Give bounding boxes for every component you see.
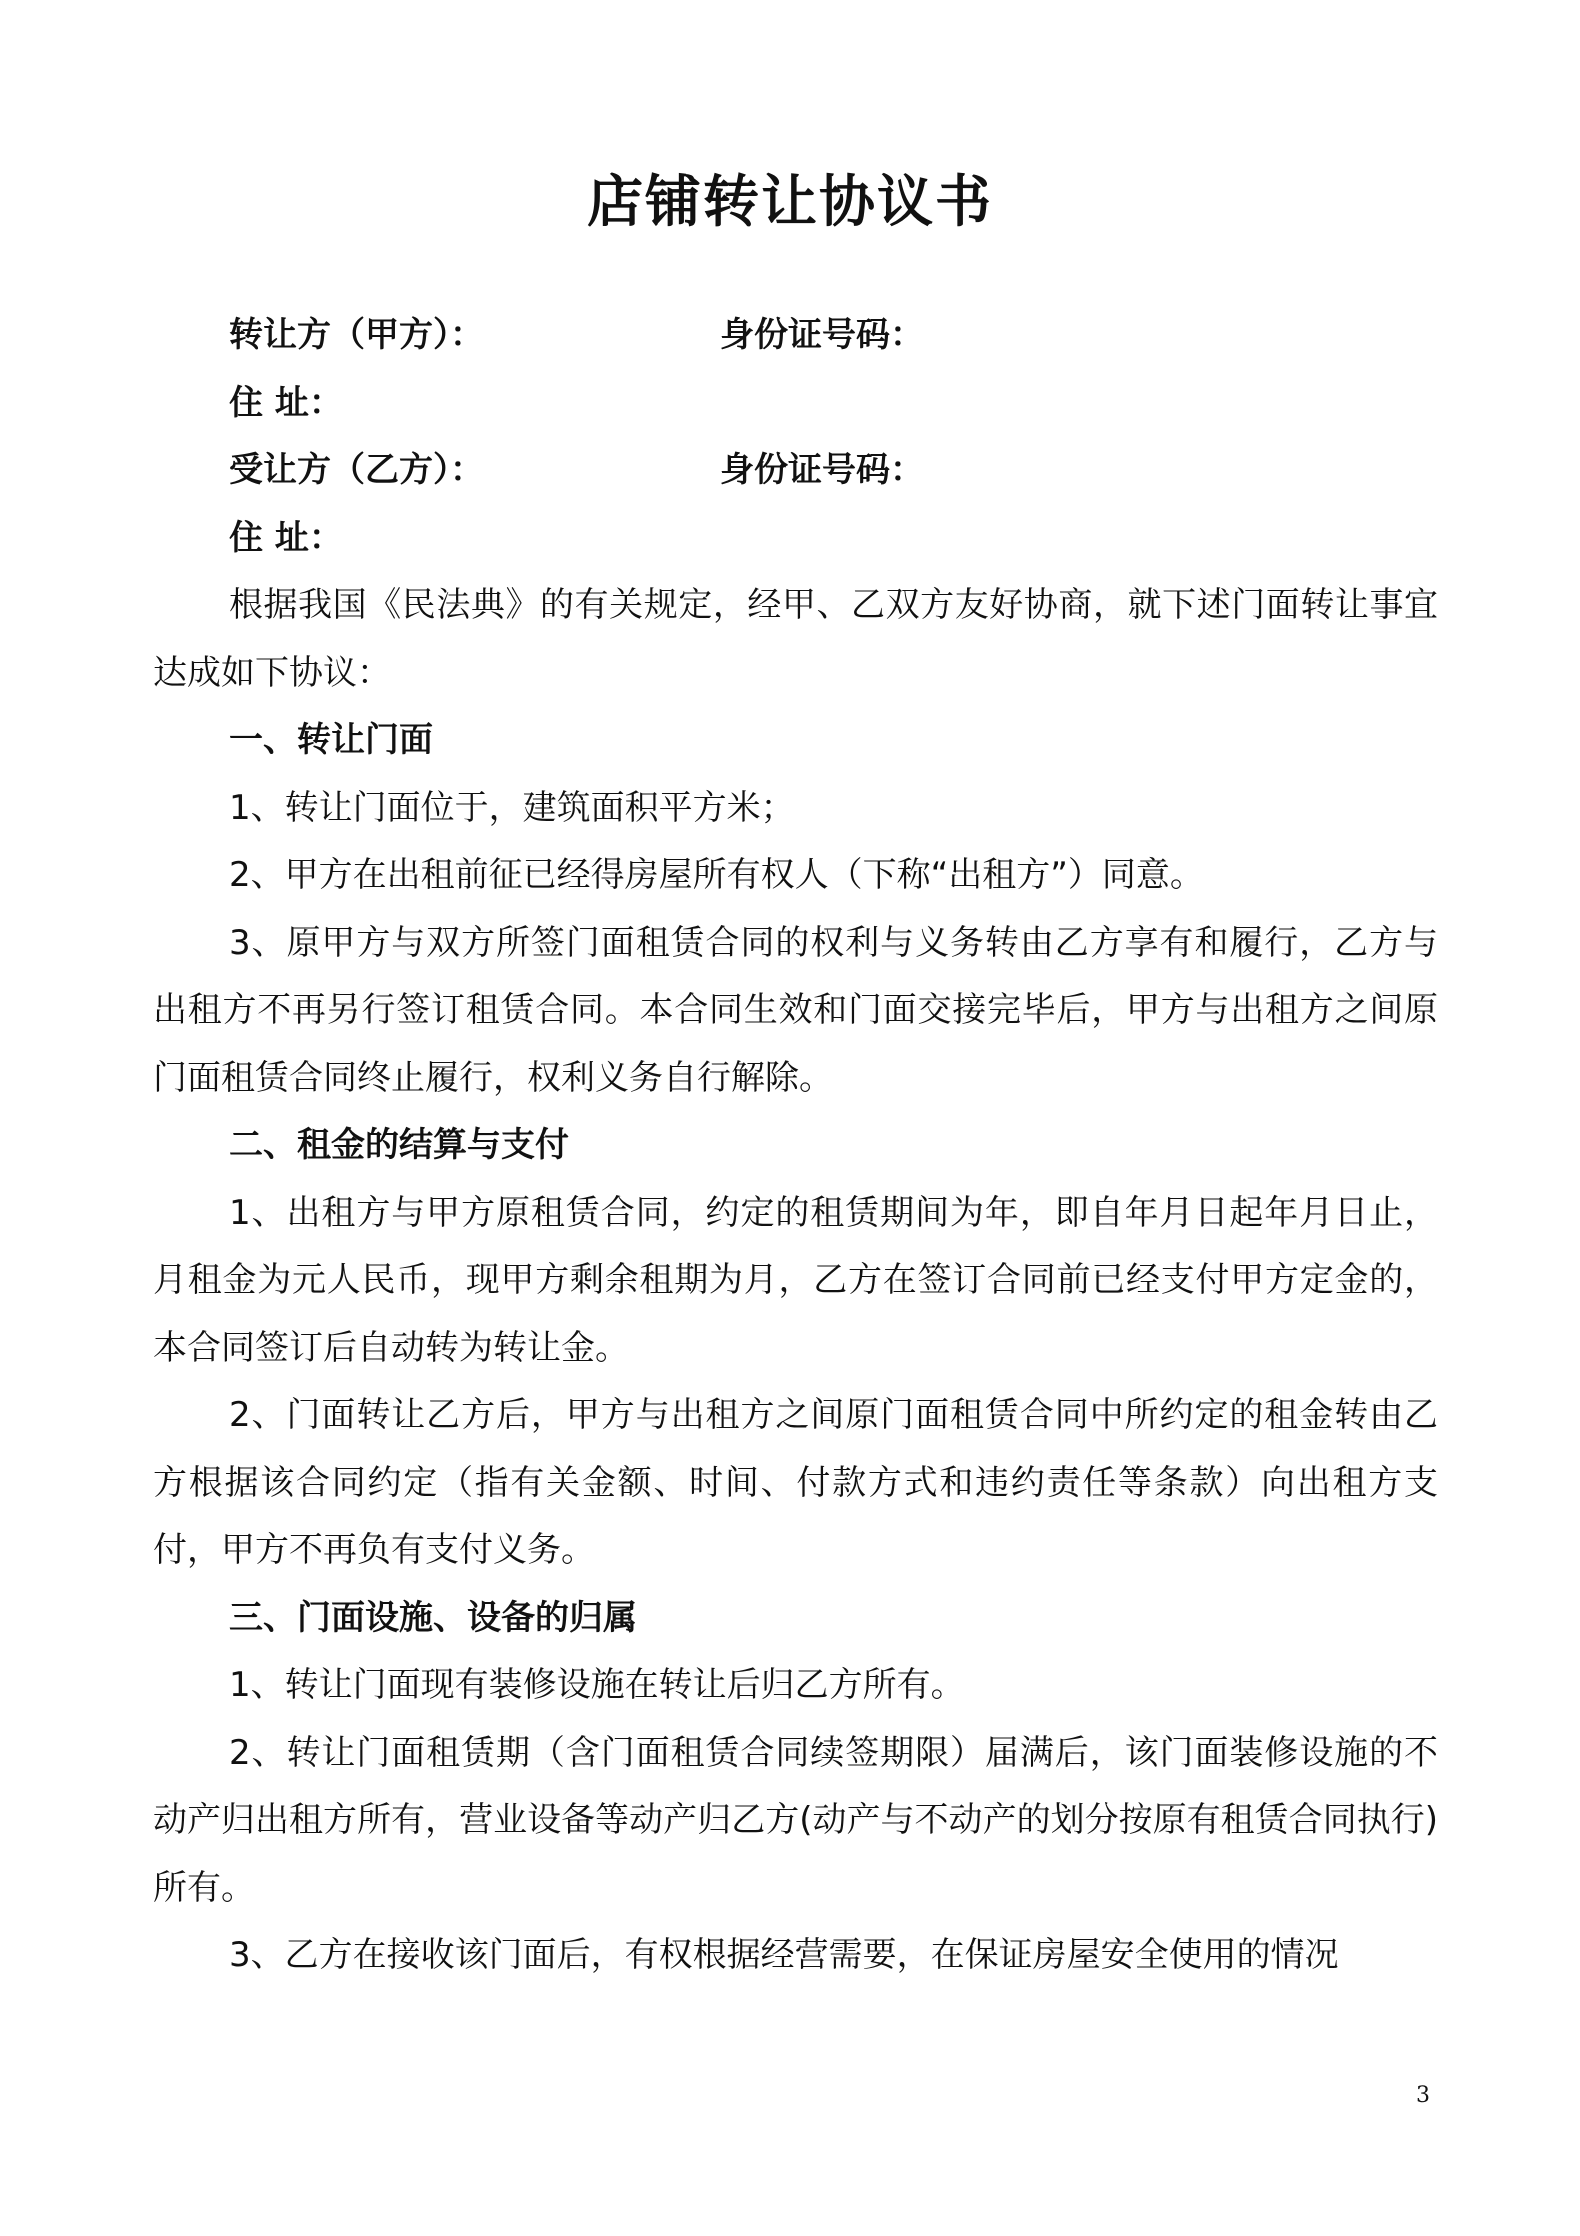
transferee-id-label: 身份证号码： <box>720 450 924 490</box>
clause-paragraph: 1、转让门面现有装修设施在转让后归乙方所有。 <box>229 1665 965 1705</box>
section-heading: 一、转让门面 <box>229 720 433 760</box>
clause-paragraph: 2、转让门面租赁期（含门面租赁合同续签期限）届满后，该门面装修设施的不动产归出租方所有，营业设备等动产归乙方(动产与不动产的划分按原有租赁合同执行)所有。 <box>153 1732 1438 1908</box>
clause-paragraph: 1、转让门面位于，建筑面积平方米； <box>229 787 795 828</box>
section-heading: 三、门面设施、设备的归属 <box>229 1597 637 1638</box>
transferor-address-label: 住 址： <box>229 382 343 423</box>
section-heading: 二、租金的结算与支付 <box>229 1125 569 1165</box>
clause-paragraph: 2、门面转让乙方后，甲方与出租方之间原门面租赁合同中所约定的租金转由乙方根据该合同约定（指有关金额、时间、付款方式和违约责任等条款）向出租方支付，甲方不再负有支付义务。 <box>153 1395 1438 1570</box>
document-body <box>153 302 1438 1990</box>
transferee-address-label: 住 址： <box>229 517 343 558</box>
transferee-address-row <box>153 505 1438 573</box>
clause-paragraph: 1、出租方与甲方原租赁合同，约定的租赁期间为年，即自年月日起年月日止，月租金为元人民币，现甲方剩余租期为月，乙方在签订合同前已经支付甲方定金的，本合同签订后自动转为转让金。 <box>153 1192 1438 1368</box>
transferor-address-row <box>153 370 1438 438</box>
transferor-row <box>153 302 1438 370</box>
intro-paragraph: 根据我国《民法典》的有关规定，经甲、乙双方友好协商，就下述门面转让事宜达成如下协议： <box>153 585 1438 693</box>
transferee-row <box>153 437 1438 505</box>
clause-paragraph: 2、甲方在出租前征已经得房屋所有权人（下称“出租方”）同意。 <box>229 855 1204 895</box>
clause-paragraph: 3、原甲方与双方所签门面租赁合同的权利与义务转由乙方享有和履行，乙方与出租方不再另行签订租赁合同。本合同生效和门面交接完毕后，甲方与出租方之间原门面租赁合同终止履行，权利义务自行解除。 <box>153 922 1438 1098</box>
page-number: 3 <box>1416 2083 1430 2108</box>
clause-paragraph: 3、乙方在接收该门面后，有权根据经营需要，在保证房屋安全使用的情况 <box>229 1935 1339 1975</box>
transferor-id-label: 身份证号码： <box>720 315 924 355</box>
transferee-label: 受让方（乙方）： <box>229 450 484 490</box>
document-title: 店铺转让协议书 <box>587 170 993 235</box>
transferor-label: 转让方（甲方）： <box>229 315 484 355</box>
